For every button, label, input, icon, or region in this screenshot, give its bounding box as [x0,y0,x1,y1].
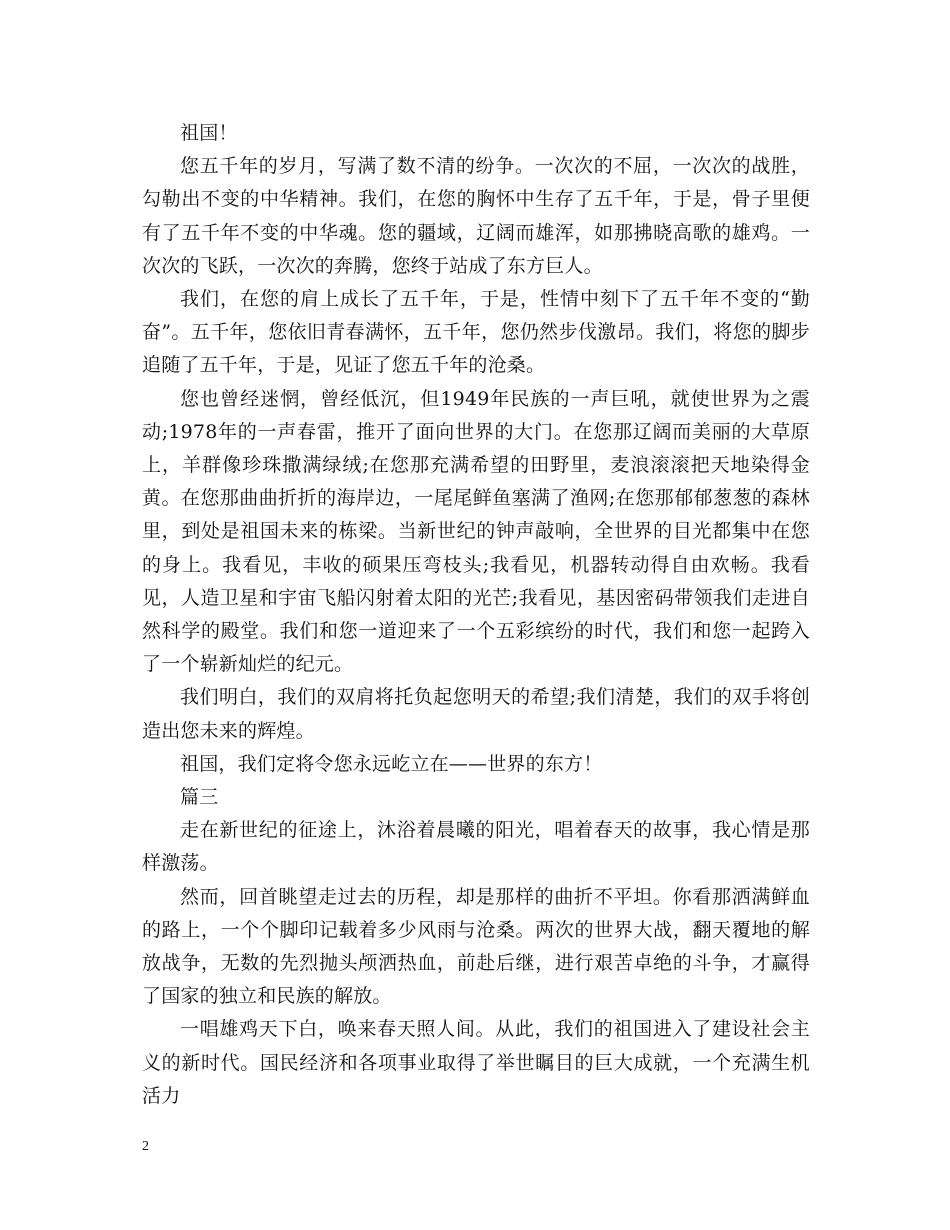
paragraph: 我们，在您的肩上成长了五千年，于是，性情中刻下了五千年不变的“勤奋”。五千年，您依旧青春满怀，五千年，您仍然步伐激昂。我们，将您的脚步追随了五千年，于是，见证了您五千年的沧桑。 [142,288,810,377]
page-number: 2 [142,1139,149,1154]
paragraph: 祖国！ [180,122,238,144]
paragraph: 我们明白，我们的双肩将托负起您明天的希望;我们清楚，我们的双手将创造出您未来的辉煌。 [142,686,810,742]
paragraph: 您也曾经迷惘，曾经低沉，但1949年民族的一声巨吼，就使世界为之震动;1978年的一声春雷，推开了面向世界的大门。在您那辽阔而美丽的大草原上，羊群像珍珠撒满绿绒;在您那充满希望的田野里，麦浪滚滚把天地染得金黄。在您那曲曲折折的海岸边，一尾尾鲜鱼塞满了渔网;在您那郁郁葱葱的森林里，到处是祖国未来的栋梁。当新世纪的钟声敲响，全世界的目光都集中在您的身上。我看见，丰收的硕果压弯枝头;我看见，机器转动得自由欢畅。我看见，人造卫星和宇宙飞船闪射着太阳的光芒;我看见，基因密码带领我们走进自然科学的殿堂。我们和您一道迎来了一个五彩缤纷的时代，我们和您一起跨入了一个崭新灿烂的纪元。 [142,387,810,676]
paragraph: 祖国，我们定将令您永远屹立在——世界的东方！ [180,752,603,775]
paragraph: 然而，回首眺望走过去的历程，却是那样的曲折不平坦。你看那洒满鲜血的路上，一个个脚印记载着多少风雨与沧桑。两次的世界大战，翻天覆地的解放战争，无数的先烈抛头颅洒热血，前赴后继，进行艰苦卓绝的斗争，才赢得了国家的独立和民族的解放。 [142,885,810,1008]
section-heading: 篇三 [180,786,219,809]
document-body [142,117,810,1113]
paragraph: 一唱雄鸡天下白，唤来春天照人间。从此，我们的祖国进入了建设社会主义的新时代。国民经济和各项事业取得了举世瞩目的巨大成就，一个充满生机活力 [142,1018,810,1107]
paragraph: 走在新世纪的征途上，沐浴着晨曦的阳光，唱着春天的故事，我心情是那样激荡。 [142,819,810,875]
paragraph: 您五千年的岁月，写满了数不清的纷争。一次次的不屈，一次次的战胜，勾勒出不变的中华精神。我们，在您的胸怀中生存了五千年，于是，骨子里便有了五千年不变的中华魂。您的疆域，辽阔而雄浑，如那拂晓高歌的雄鸡。一次次的飞跃，一次次的奔腾，您终于站成了东方巨人。 [142,155,810,277]
